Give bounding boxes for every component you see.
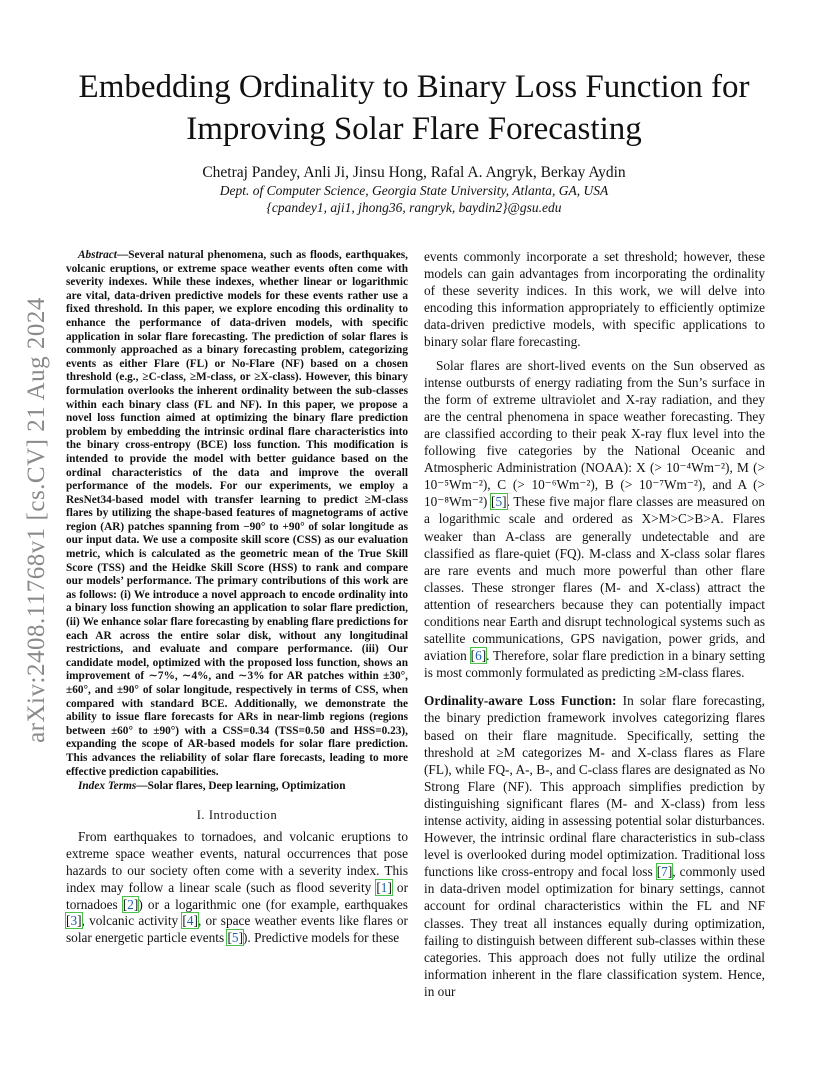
text-run: From earthquakes to tornadoes, and volcanic eruptions to extreme space weather events, natural occurrences that pose hazards to our society often come with a severity index. This index may follow a linear scale (such as flood severity <box>66 828 408 895</box>
arxiv-identifier: arXiv:2408.11768v1 [cs.CV] 21 Aug 2024 <box>23 297 50 743</box>
emails: {cpandey1, aji1, jhong36, rangryk, baydin2}@gsu.edu <box>266 200 562 215</box>
citation-link-3[interactable]: [ 3 ] <box>66 913 82 928</box>
affiliation: Dept. of Computer Science, Georgia State University, Atlanta, GA, USA <box>219 183 609 198</box>
left-column <box>66 249 408 947</box>
citation-link-2[interactable]: [ 2 ] <box>123 897 139 912</box>
text-run: ) or a logarithmic one (for example, earthquakes <box>138 896 408 912</box>
index-terms-label: Index Terms <box>78 780 137 793</box>
abstract-label: Abstract <box>78 249 117 261</box>
arxiv-sidebar-stamp <box>22 280 52 760</box>
citation-link-7[interactable]: [ 7 ] <box>657 864 673 879</box>
text-run: , or space weather events like flares or solar energetic particle events <box>66 913 408 946</box>
citation-link-4[interactable]: [ 4 ] <box>182 913 198 928</box>
intro-paragraph-solar-flares <box>424 357 765 682</box>
intro-paragraph-1 <box>66 829 408 947</box>
ordinality-loss-paragraph <box>424 692 765 1000</box>
section-heading-introduction: I. Introduction <box>196 807 278 822</box>
title-line-2: Improving Solar Flare Forecasting <box>186 111 642 147</box>
right-column <box>424 248 765 1000</box>
text-run: . Therefore, solar flare prediction in a binary setting is most commonly formulated as predicting ≥M-class flares. <box>424 648 765 681</box>
intro-paragraph-continued: events commonly incorporate a set threshold; however, these models can gain advantages from incorporating the ordinality of these severity indices. In this work, we will delve into encoding this information appropriately to efficiently optimize data-driven predictive models, with specific applications to binary solar flare forecasting. <box>424 249 765 350</box>
author-list: Chetraj Pandey, Anli Ji, Jinsu Hong, Rafal A. Angryk, Berkay Aydin <box>202 164 626 181</box>
text-run: ). Predictive models for these <box>243 930 400 946</box>
paper-title <box>60 66 768 150</box>
index-terms-text: —Solar flares, Deep learning, Optimization <box>136 780 346 793</box>
text-run: or tornadoes <box>66 879 408 912</box>
title-line-1: Embedding Ordinality to Binary Loss Function for <box>78 69 750 105</box>
affiliation-block <box>60 182 768 216</box>
text-run: In solar flare forecasting, the binary prediction framework involves categorizing flares based on their flare magnitude. Specifically, setting the threshold at ≥M categorizes M- and X-class flares as Flare (FL), while FQ-, A-, B-, and C-class flares are designated as No Strong Flare (NF). This approach simplifies prediction by distinguishing significant flares (M- and X-class) from less intense activity, aiding in assessing potential solar disturbances. However, the intrinsic ordinal flare characteristics in sub-class level is overlooked during model optimization. Traditional loss functions like cross-entropy and focal loss <box>424 693 765 880</box>
text-run: , volcanic activity <box>81 913 183 929</box>
text-run: Solar flares are short-lived events on the Sun observed as intense outbursts of energy radiating from the Sun’s surface in the form of extreme ultraviolet and X-ray radiation, and they are the central phenomena in space weather forecasting. They are classified according to their peak X-ray flux level into the following five categories by the National Oceanic and Atmospheric Administration (NOAA): X (> 10⁻⁴Wm⁻²), M (> 10⁻⁵Wm⁻²), C (> 10⁻⁶Wm⁻²), B (> 10⁻⁷Wm⁻²), and A (> 10⁻⁸Wm⁻²) <box>424 357 765 510</box>
abstract-text: —Several natural phenomena, such as floods, earthquakes, volcanic eruptions, or extreme space weather events often come with severity indexes. While these indexes, whether linear or logarithmic are vital, data-driven predictive models for these events rather use a fixed threshold. In this paper, we explore encoding this ordinality to enhance the performance of data-driven models, with specific application in solar flare forecasting. The prediction of solar flares is commonly approached as a binary forecasting problem, categorizing events as either Flare (FL) or No-Flare (NF) based on a chosen threshold (e.g., ≥C-class, ≥M-class, or ≥X-class). However, this binary formulation overlooks the inherent ordinality between the sub-classes within each binary class (FL and NF). In this paper, we propose a novel loss function aimed at optimizing the binary flare prediction problem by embedding the intrinsic ordinal flare characteristics into the binary cross-entropy (BCE) loss function. This modification is intended to provide the model with better guidance based on the ordinal characteristics of the data and improve the overall performance of the models. For our experiments, we employ a ResNet34-based model with transfer learning to predict ≥M-class flares by utilizing the shape-based features of magnetograms of active region (AR) patches spanning from −90° to +90° of solar longitude as our input data. We use a composite skill score (CSS) as our evaluation metric, which is calculated as the geometric mean of the True Skill Score (TSS) and the Heidke Skill Score (HSS) to rank and compare our models’ performance. The primary contributions of this work are as follows: (i) We introduce a novel approach to encode ordinality into a binary loss function showing an application to solar flare prediction, (ii) We enhance solar flare forecasting by enabling flare predictions for each AR across the entire solar disk, without any longitudinal restrictions, and evaluate and compare performance. (iii) Our candidate model, optimized with the proposed loss function, shows an improvement of ∼7%, ∼4%, and ∼3% for AR patches within ±30°, ±60°, and ±90° of solar longitude, respectively in terms of CSS, when compared with standard BCE. Additionally, we demonstrate the ability to issue flare forecasts for ARs in near-limb regions (regions between ±60° to ±90°) with a CSS=0.34 (TSS=0.50 and HSS=0.23), expanding the scope of AR-based models for solar flare prediction. This advances the reliability of solar flare forecasts, leading to more effective prediction capabilities. <box>66 249 408 778</box>
citation-link-1[interactable]: [ 1 ] <box>376 880 392 895</box>
citation-link-5b[interactable]: [ 5 ] <box>491 494 507 509</box>
citation-link-6[interactable]: [ 6 ] <box>471 648 487 663</box>
text-run: . These five major flare classes are measured on a logarithmic scale and ordered as X>M>C>B>A. Flares weaker than A-class are generally undetectable and are classified as flare-quiet (FQ). M-class and X-class solar flares are rare events and much more powerful than other flare classes. These stronger flares (M- and X-class) attract the attention of researchers because they can potentially impact conditions near Earth and disrupt technological systems such as satellite communications, GPS navigation, power grids, and aviation <box>424 494 765 664</box>
text-run: , commonly used in data-driven model optimization for binary settings, cannot account for ordinal characteristics within the FL and NF classes. They treat all instances equally during optimization, failing to distinguish between different sub-classes within these categories. This approach does not fully utilize the ordinal information inherent in the flare classification system. Hence, in our <box>424 864 765 999</box>
citation-link-5[interactable]: [ 5 ] <box>227 930 243 945</box>
abstract <box>66 249 408 779</box>
index-terms <box>66 780 408 794</box>
paragraph-label: Ordinality-aware Loss Function: <box>424 693 617 709</box>
